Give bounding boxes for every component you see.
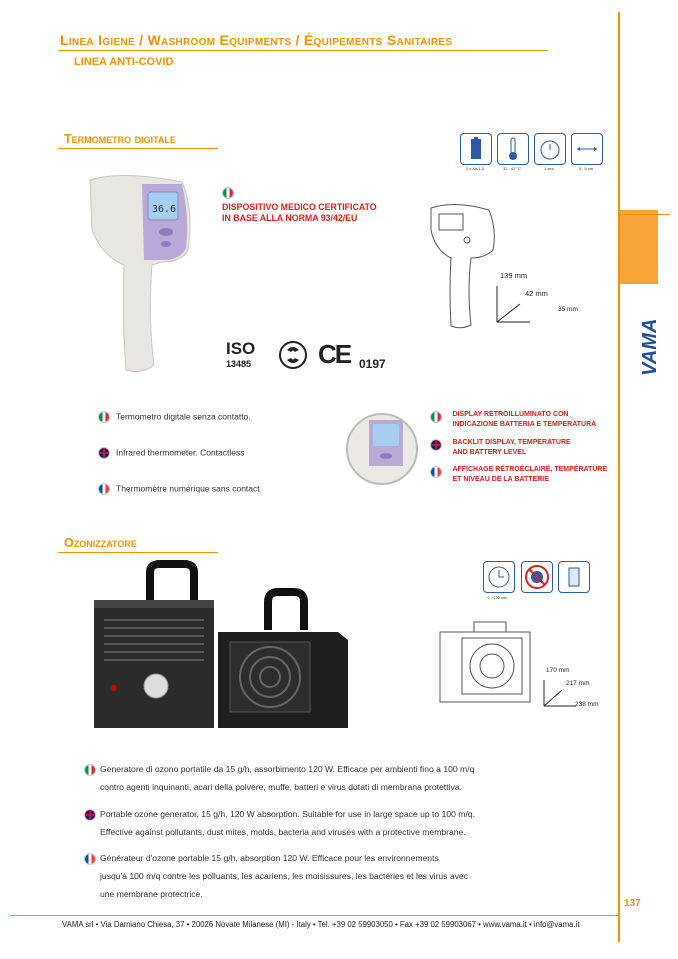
- iso-number: 13485: [226, 359, 252, 369]
- uk-flag-icon: [98, 447, 110, 459]
- battery-label: 2 x AA 1,5: [465, 166, 484, 171]
- thermometer-icon: [497, 133, 529, 165]
- ozone-desc-it: Generatore di ozono portatile da 15 g/h, assorbimento 120 W. Efficace per ambienti fino a 100 m/q contro agenti inquinanti, acari della polvere, muffe, batteri e virus dotati di membrana protettiva.: [84, 760, 474, 796]
- medical-notice: [222, 184, 407, 224]
- footer-contact: VAMA srl • Via Damiano Chiesa, 37 • 20026 Novate Milanese (MI) - Italy • Tel. +39 02 59903050 • Fax +39 02 59903067 • www.vama.it • info@vama.it: [62, 920, 580, 929]
- ozone-desc-fr: Générateur d'ozone portable 15 g/h, absorption 120 W. Efficace pour les environnements jusqu'à 100 m/q contre les polluants, les acariens, les moisissures, les bactéries et les virus avec une membrane protectrice.: [84, 849, 468, 903]
- header-rule: [58, 50, 548, 51]
- ozonizer-section-title: Ozonizzatore: [64, 536, 137, 550]
- brand-text: VAMA: [639, 318, 661, 376]
- no-virus-icon: [521, 561, 553, 593]
- thermometer-section-title: Termometro digitale: [64, 132, 176, 146]
- temperature-range-label: 32 - 42 °C: [502, 166, 522, 171]
- battery-icon: [460, 133, 492, 165]
- page-subtitle: LINEA ANTI-COVID: [74, 56, 174, 68]
- french-flag-icon: [84, 853, 96, 865]
- side-tab-line: [620, 214, 670, 215]
- ozonizer-height: 170 mm: [546, 667, 570, 674]
- dimension-depth: 42 mm: [525, 289, 548, 298]
- ozone-rule: [58, 552, 218, 553]
- dimension-width: 35 mm: [558, 306, 578, 313]
- french-flag-icon: [98, 483, 110, 495]
- french-flag-icon: [430, 466, 442, 478]
- uk-flag-icon: [430, 439, 442, 451]
- ozonizer-width: 238 mm: [575, 701, 599, 708]
- thermo-desc-fr: Thermomètre numérique sans contact: [98, 483, 260, 495]
- italian-flag-icon: [222, 187, 234, 199]
- uk-flag-icon: [84, 809, 96, 821]
- dimension-height: 139 mm: [500, 271, 528, 280]
- ozonizer-line-drawing: [436, 618, 540, 710]
- device-display-readout: 36.6: [152, 204, 177, 215]
- page-number: 137: [624, 898, 641, 909]
- distance-icon: [571, 133, 603, 165]
- ce-mark: CE: [318, 339, 351, 369]
- stopwatch-icon: [534, 133, 566, 165]
- italian-flag-icon: [430, 411, 442, 423]
- thermometer-photo: [82, 170, 202, 380]
- italian-flag-icon: [98, 411, 110, 423]
- feature-fr: AFFICHAGE RÉTROÉCLAIRÉ, TEMPÉRATURE ET NIVEAU DE LA BATTERIE: [430, 465, 607, 486]
- right-margin-line: [618, 12, 620, 942]
- italian-flag-icon: [84, 764, 96, 776]
- thermo-desc-it: Termometro digitale senza contatto.: [98, 411, 251, 423]
- ce-number: 0197: [359, 357, 386, 371]
- feature-en: BACKLIT DISPLAY, TEMPERATURE AND BATTERY LEVEL: [430, 438, 571, 459]
- ozone-desc-en: Portable ozone generator, 15 g/h, 120 W absorption. Suitable for use in large space up to 100 m/q. Effective against pollutants, dust mites, molds, bacteria and viruses with a protective membrane.: [84, 805, 475, 841]
- filter-icon: [558, 561, 590, 593]
- timer-icon: [483, 561, 515, 593]
- feature-it: DISPLAY RETROILLUMINATO CON INDICAZIONE BATTERIA E TEMPERATURA: [430, 410, 596, 431]
- thermo-desc-en: Infrared thermometer. Contactless: [98, 447, 245, 459]
- thermo-rule: [58, 148, 218, 149]
- distance-label: 3 - 5 cm: [578, 166, 594, 171]
- timer-label: 0 - 120 min.: [487, 595, 509, 600]
- recycle-green-dot-icon: [278, 340, 308, 370]
- page-title: Linea Igiene / Washroom Equipments / Équipements Sanitaires: [60, 32, 453, 48]
- footer-rule: [10, 915, 618, 916]
- side-tab: [620, 210, 658, 284]
- ozonizer-photo: [90, 560, 350, 735]
- ozonizer-depth: 217 mm: [566, 680, 590, 687]
- iso-logo: ISO: [226, 339, 256, 358]
- display-closeup-photo: [345, 412, 419, 486]
- time-label: 1 sec: [544, 166, 554, 171]
- medical-notice-text: DISPOSITIVO MEDICO CERTIFICATO IN BASE ALLA NORMA 93/42/EU: [222, 202, 377, 223]
- vama-logo: [632, 300, 662, 380]
